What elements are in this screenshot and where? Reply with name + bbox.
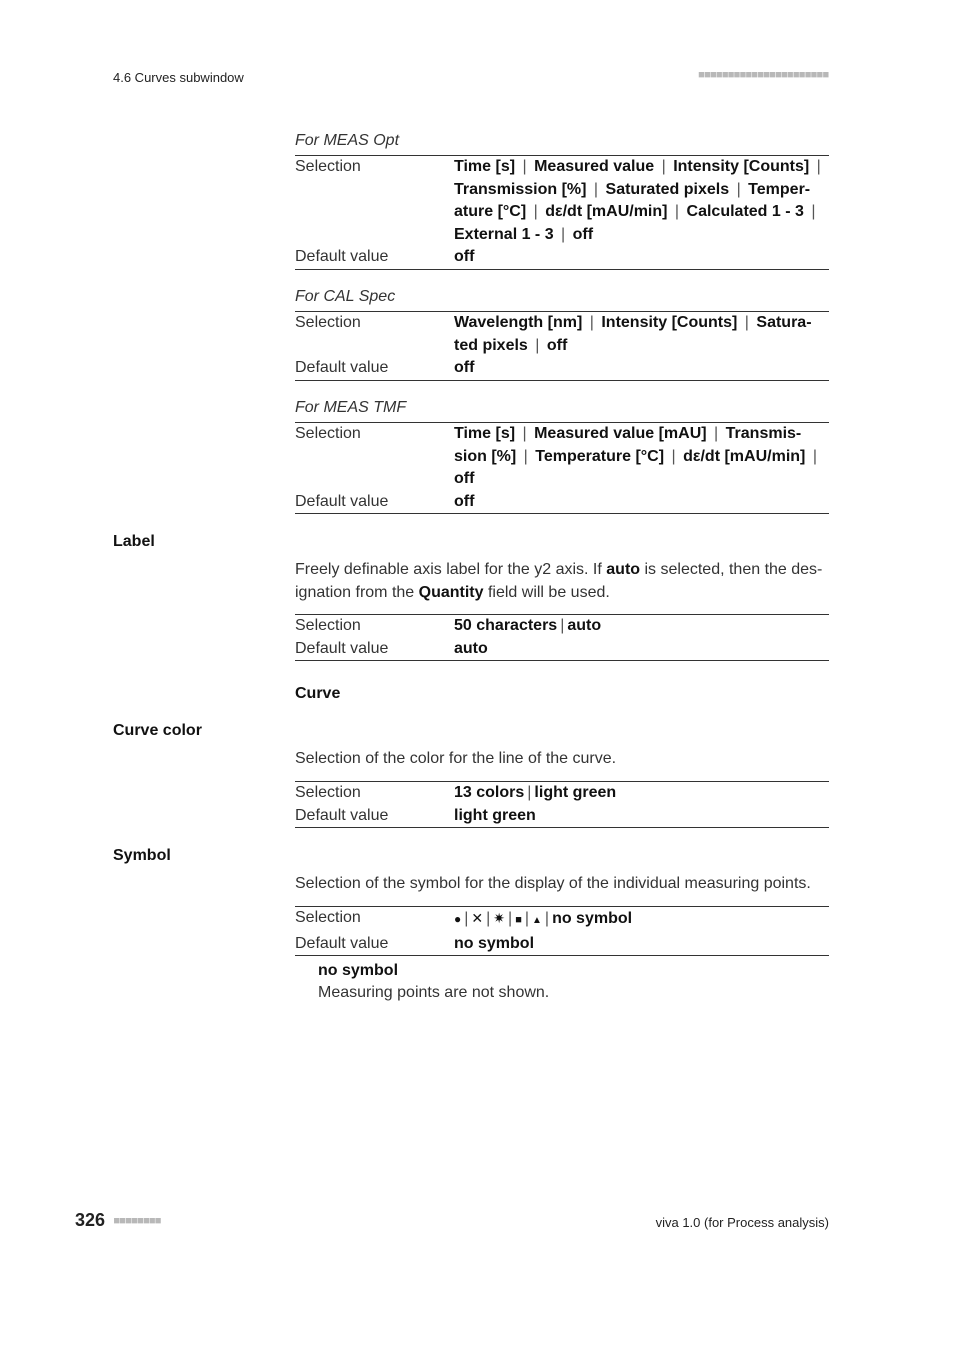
default-value: off (454, 248, 475, 265)
default-value: light green (454, 806, 536, 824)
separator: | (661, 158, 666, 175)
separator: | (522, 158, 527, 175)
definition-term: no symbol (318, 962, 399, 979)
default-value: off (454, 359, 475, 376)
default-row (295, 491, 829, 514)
selection-value (454, 312, 829, 357)
selection-value (454, 156, 829, 246)
selection-row (295, 782, 829, 805)
default-key: Default value (295, 492, 389, 510)
separator: | (560, 617, 565, 634)
default-row (295, 638, 829, 661)
value-line: Time [s] | Measured value | Intensity [Counts] | (454, 158, 821, 175)
selection-key: Selection (295, 784, 361, 801)
selection-key: Selection (295, 158, 361, 175)
curve-heading: Curve (295, 685, 341, 702)
curve-color-table (295, 781, 829, 828)
value-line: Transmission [%] | Saturated pixels | Temper- (454, 180, 811, 198)
label-section-title: Label (113, 533, 155, 550)
triangle-symbol-icon: ▲ (532, 915, 542, 926)
cal-spec-table (295, 311, 829, 381)
header-decoration: ■■■■■■■■■■■■■■■■■■■■■■ (698, 70, 829, 80)
separator: | (816, 158, 821, 175)
value-option: light green (534, 784, 617, 801)
text-run: Freely definable axis label for the y2 axis. If (295, 561, 607, 578)
default-key: Default value (295, 248, 389, 265)
value-option: 50 characters (454, 617, 558, 634)
value-option: no symbol (552, 910, 633, 927)
text-run: field will be used. (483, 584, 610, 601)
separator: | (714, 425, 719, 442)
separator: | (744, 314, 749, 331)
separator: | (527, 784, 532, 801)
text-run-bold: Quantity (418, 584, 484, 601)
separator: | (736, 180, 741, 198)
default-row (295, 357, 829, 380)
star-symbol-icon: ✷ (493, 910, 506, 926)
selection-row (295, 156, 829, 246)
curve-color-description: Selection of the color for the line of the curve. (295, 750, 617, 767)
selection-value (454, 907, 829, 933)
selection-value (454, 615, 829, 638)
separator: | (523, 447, 528, 465)
footer-product: viva 1.0 (for Process analysis) (655, 1215, 829, 1230)
symbol-description: Selection of the symbol for the display of the individual measuring points. (295, 875, 811, 892)
separator: | (589, 314, 594, 331)
default-row (295, 246, 829, 269)
selection-row (295, 615, 829, 638)
value-line: ted pixels | off (454, 336, 568, 354)
definition-description: Measuring points are not shown. (318, 984, 550, 1001)
selection-value (454, 782, 829, 805)
label-table (295, 614, 829, 661)
meas-tmf-table (295, 422, 829, 514)
separator: | (522, 425, 527, 442)
separator: | (561, 225, 566, 243)
separator: | (674, 203, 680, 220)
value-line: Wavelength [nm] | Intensity [Counts] | Satura- (454, 314, 812, 331)
default-value: off (454, 492, 475, 510)
meas-opt-table (295, 155, 829, 270)
default-row (295, 805, 829, 828)
default-row (295, 933, 829, 956)
default-key: Default value (295, 359, 389, 376)
text-run: is selected, then the des- (640, 561, 823, 578)
selection-key: Selection (295, 617, 361, 634)
selection-row (295, 312, 829, 357)
value-line: External 1 - 3 | off (454, 225, 594, 243)
cross-symbol-icon: ✕ (471, 910, 484, 926)
value-line: sion [%] | Temperature [°C] | dε/dt [mAU/min] | (454, 447, 817, 465)
label-description (295, 558, 829, 604)
separator: | (811, 203, 816, 220)
meas-tmf-heading: For MEAS TMF (295, 399, 407, 416)
meas-opt-heading: For MEAS Opt (295, 132, 400, 149)
selection-key: Selection (295, 909, 361, 926)
selection-value (454, 423, 829, 491)
curve-color-title: Curve color (113, 722, 202, 739)
separator: | (544, 910, 550, 927)
separator: | (486, 910, 491, 927)
value-line: Time [s] | Measured value [mAU] | Transmis- (454, 425, 802, 442)
page-number: 326 (75, 1210, 106, 1230)
default-key: Default value (295, 806, 389, 824)
symbol-table (295, 906, 829, 956)
separator: | (593, 180, 599, 198)
separator: | (535, 336, 540, 354)
running-header-section: 4.6 Curves subwindow (113, 70, 244, 85)
cal-spec-heading: For CAL Spec (295, 288, 396, 305)
value-option: 13 colors (454, 784, 525, 801)
selection-row (295, 423, 829, 491)
text-run: ignation from the (295, 584, 419, 601)
text-run-bold: auto (606, 561, 641, 578)
separator: | (533, 203, 538, 220)
selection-key: Selection (295, 425, 361, 442)
footer-decoration: ■■■■■■■■ (114, 1216, 162, 1226)
square-symbol-icon: ■ (515, 914, 522, 926)
symbol-title: Symbol (113, 847, 171, 864)
value-option: auto (567, 617, 602, 634)
default-key: Default value (295, 934, 389, 952)
dot-symbol-icon: ● (454, 912, 462, 926)
default-value: auto (454, 639, 488, 657)
value-line: off (454, 470, 475, 487)
separator: | (464, 910, 469, 927)
separator: | (671, 447, 676, 465)
separator: | (508, 910, 513, 927)
default-key: Default value (295, 639, 389, 657)
separator: | (812, 447, 817, 465)
selection-key: Selection (295, 314, 361, 331)
value-line: ature [°C] | dε/dt [mAU/min] | Calculated 1 - 3 | (454, 203, 816, 220)
separator: | (524, 910, 529, 927)
default-value: no symbol (454, 934, 535, 952)
selection-row (295, 907, 829, 933)
